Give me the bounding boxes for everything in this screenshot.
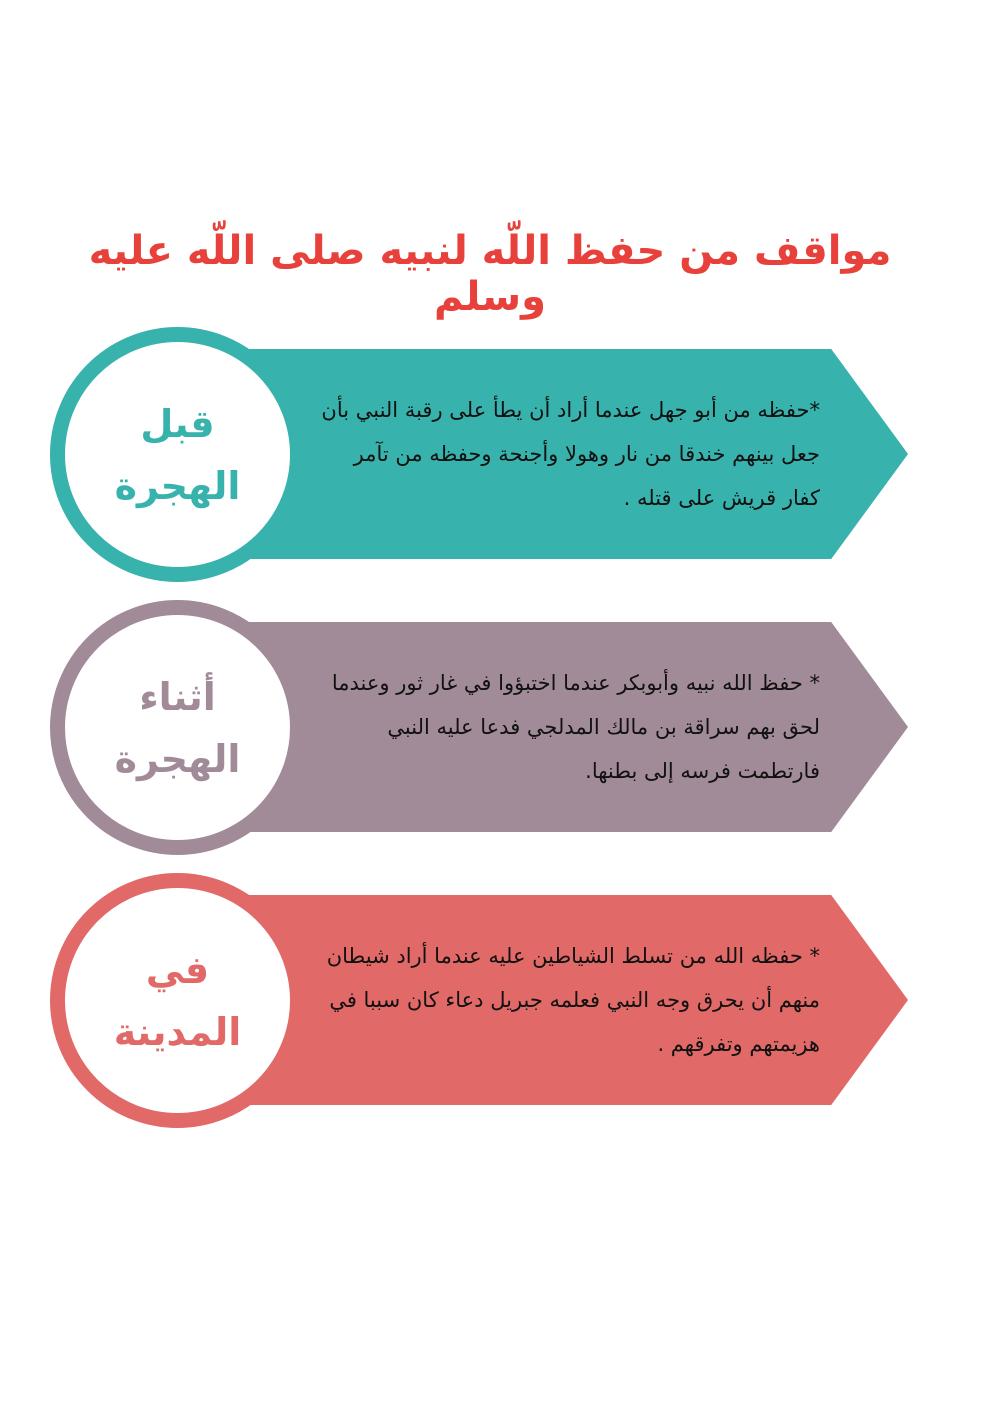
card-label — [50, 327, 305, 582]
card-label — [50, 873, 305, 1128]
card-in-medina — [50, 873, 908, 1128]
card-text — [320, 622, 820, 832]
card-text-paragraph: *حفظه من أبو جهل عندما أراد أن يطأ على رقبة النبي بأن جعل بينهم خندقا من نار وهولا وأجنحة وحفظه من تآمر كفار قريش على قتله . — [321, 398, 820, 510]
page-title: مواقف من حفظ اللّه لنبيه صلى اللّه عليه وسلم — [88, 228, 892, 320]
card-before-hijra — [50, 327, 908, 582]
card-label-line1: في — [145, 947, 210, 992]
card-text-paragraph: * حفظ الله نبيه وأبوبكر عندما اختبؤوا في غار ثور وعندما لحق بهم سراقة بن مالك المدلجي فدعا عليه النبي فارتطمت فرسه إلى بطنها. — [331, 671, 820, 783]
card-label-line2: الهجرة — [114, 463, 241, 508]
card-label-line1: قبل — [140, 401, 215, 446]
card-label-line2: المدينة — [113, 1009, 242, 1054]
card-label-line1: أثناء — [139, 674, 216, 719]
card-text — [320, 349, 820, 559]
card-text — [320, 895, 820, 1105]
card-label-line2: الهجرة — [114, 736, 241, 781]
card-label — [50, 600, 305, 855]
card-text-paragraph: * حفظه الله من تسلط الشياطين عليه عندما أراد شيطان منهم أن يحرق وجه النبي فعلمه جبريل دعاء كان سببا في هزيمتهم وتفرقهم . — [326, 944, 820, 1056]
card-during-hijra — [50, 600, 908, 855]
